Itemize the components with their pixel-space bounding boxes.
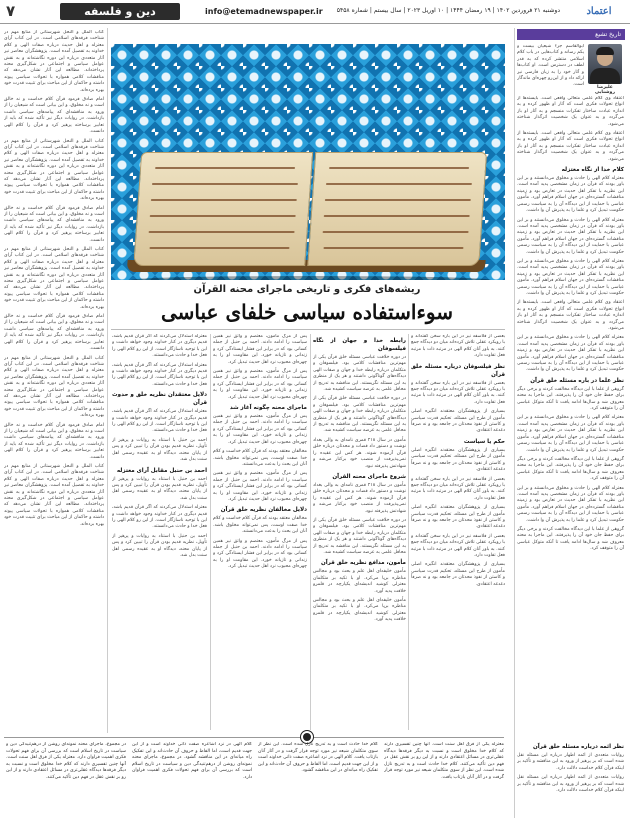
article-title: سوءاستفاده سیاسی خلفای عباسی <box>161 300 453 324</box>
article-column-3: پس از مرگ مأمون، معتصم و واثق نیز همین سیاست را ادامه دادند. احمد بن حنبل از جمله کسانی بود که در برابر این فشار ایستادگی کرد و زندانی و تازیانه خورد. این مقاومت او را به چهره‌ای محبوب نزد اهل حدیث تبدیل کرد. پس از مرگ مأمون، معتصم و واثق نیز همین سیاست را ادامه دادند. احمد بن حنبل از جمله کسانی بود که در برابر این فشار ایستادگی کرد و زندانی و تازیانه خورد. این مقاومت او را به چهره‌ای محبوب نزد اهل حدیث تبدیل کرد. ماجرای محنه چگونه آغاز شد پس از مرگ مأمون، معتصم و واثق نیز همین سیاست را ادامه دادند. احمد بن حنبل از جمله کسانی بود که در برابر این فشار ایستادگی کرد و زندانی و تازیانه خورد. این مقاومت او را به چهره‌ای محبوب نزد اهل حدیث تبدیل کرد. مخالفان معتقد بودند که قرآن کلام خداست و کلام خدا صفت اوست، پس نمی‌تواند مخلوق باشد. آنان این بحث را بدعت می‌دانستند. پس از مرگ مأمون، معتصم و واثق نیز همین سیاست را ادامه دادند. احمد بن حنبل از جمله کسانی بود که در برابر این فشار ایستادگی کرد و زندانی و تازیانه خورد. این مقاومت او را به چهره‌ای محبوب نزد اهل حدیث تبدیل کرد. دلایل مخالفان نظریه خلق قرآن مخالفان معتقد بودند که قرآن کلام خداست و کلام خدا صفت اوست، پس نمی‌تواند مخلوق باشد. آنان این بحث را بدعت می‌دانستند. پس از مرگ مأمون، معتصم و واثق نیز همین سیاست را ادامه دادند. احمد بن حنبل از جمله کسانی بود که در برابر این فشار ایستادگی کرد و زندانی و تازیانه خورد. این مقاومت او را به چهره‌ای محبوب نزد اهل حدیث تبدیل کرد. <box>213 334 307 570</box>
article-subheading: دلایل مخالفان نظریه خلق قرآن <box>220 507 307 514</box>
article-column-1: بعضی از فلاسفه نیز در این باره سخن گفته‌اند و با رویکرد عقلی تلاش کرده‌اند میان دو دیدگاه جمع کنند. به باور آنان کلام الهی در مرتبه ذات با مرتبه فعل تفاوت دارد. نظر فیلسوفان درباره مسئله خلق قرآن بعضی از فلاسفه نیز در این باره سخن گفته‌اند و با رویکرد عقلی تلاش کرده‌اند میان دو دیدگاه جمع کنند. به باور آنان کلام الهی در مرتبه ذات با مرتبه فعل تفاوت دارد. بسیاری از پژوهشگران معتقدند انگیزه اصلی مأمون از طرح این مسئله، تحکیم قدرت سیاسی و کاستن از نفوذ محدثان در جامعه بود و نه صرفاً دغدغه اعتقادی. حکم یا سیاست بسیاری از پژوهشگران معتقدند انگیزه اصلی مأمون از طرح این مسئله، تحکیم قدرت سیاسی و کاستن از نفوذ محدثان در جامعه بود و نه صرفاً دغدغه اعتقادی. بعضی از فلاسفه نیز در این باره سخن گفته‌اند و با رویکرد عقلی تلاش کرده‌اند میان دو دیدگاه جمع کنند. به باور آنان کلام الهی در مرتبه ذات با مرتبه فعل تفاوت دارد. بسیاری از پژوهشگران معتقدند انگیزه اصلی مأمون از طرح این مسئله، تحکیم قدرت سیاسی و کاستن از نفوذ محدثان در جامعه بود و نه صرفاً دغدغه اعتقادی. بعضی از فلاسفه نیز در این باره سخن گفته‌اند و با رویکرد عقلی تلاش کرده‌اند میان دو دیدگاه جمع کنند. به باور آنان کلام الهی در مرتبه ذات با مرتبه فعل تفاوت دارد. بسیاری از پژوهشگران معتقدند انگیزه اصلی مأمون از طرح این مسئله، تحکیم قدرت سیاسی و کاستن از نفوذ محدثان در جامعه بود و نه صرفاً دغدغه اعتقادی. <box>411 334 505 587</box>
article-subheading: مأمون، مدافع نظریه خلق قرآن <box>320 560 406 567</box>
sidebar-column: اعتقاد وی کلام علمی متعالی واقعی است. بایسته‌ها از انواع تحولات فکری است که آثار او ظهور کرده و به اندازه عبادت ساختار تفکرات منسجم و به آثار او باز می‌گردد و به عنوان یک شخصیت اثرگذار شناخته می‌شود. اعتقاد وی کلام علمی متعالی واقعی است. بایسته‌ها از انواع تحولات فکری است که آثار او ظهور کرده و به اندازه عبادت ساختار تفکرات منسجم و به آثار او باز می‌گردد و به عنوان یک شخصیت اثرگذار شناخته می‌شود. کلام خدا از نگاه معتزله معتزله کلام الهی را حادث و مخلوق می‌دانستند و بر این باور بودند که قرآن در زمان مشخصی پدید آمده است. این نظریه با تفکر اهل حدیث در تعارض بود و زمینه مناقشات گسترده‌ای در جهان اسلام فراهم آورد. مأمون عباسی با حمایت از این دیدگاه آن را به سیاست رسمی حکومت تبدیل کرد و علما را به پذیرش آن وا داشت. معتزله کلام الهی را حادث و مخلوق می‌دانستند و بر این باور بودند که قرآن در زمان مشخصی پدید آمده است. این نظریه با تفکر اهل حدیث در تعارض بود و زمینه مناقشات گسترده‌ای در جهان اسلام فراهم آورد. مأمون عباسی با حمایت از این دیدگاه آن را به سیاست رسمی حکومت تبدیل کرد و علما را به پذیرش آن وا داشت. معتزله کلام الهی را حادث و مخلوق می‌دانستند و بر این باور بودند که قرآن در زمان مشخصی پدید آمده است. این نظریه با تفکر اهل حدیث در تعارض بود و زمینه مناقشات گسترده‌ای در جهان اسلام فراهم آورد. مأمون عباسی با حمایت از این دیدگاه آن را به سیاست رسمی حکومت تبدیل کرد و علما را به پذیرش آن وا داشت. اعتقاد وی کلام علمی متعالی واقعی است. بایسته‌ها از انواع تحولات فکری است که آثار او ظهور کرده و به اندازه عبادت ساختار تفکرات منسجم و به آثار او باز می‌گردد و به عنوان یک شخصیت اثرگذار شناخته می‌شود. معتزله کلام الهی را حادث و مخلوق می‌دانستند و بر این باور بودند که قرآن در زمان مشخصی پدید آمده است. این نظریه با تفکر اهل حدیث در تعارض بود و زمینه مناقشات گسترده‌ای در جهان اسلام فراهم آورد. مأمون عباسی با حمایت از این دیدگاه آن را به سیاست رسمی حکومت تبدیل کرد و علما را به پذیرش آن وا داشت. نظر علما در باره مسئله خلق قرآن گروهی از علما با این دیدگاه مخالفت کردند و برخی دیگر برای حفظ جان خود آن را پذیرفتند. این ماجرا به محنه معروف شد و سال‌ها ادامه یافت تا آنکه متوکل عباسی آن را متوقف کرد. معتزله کلام الهی را حادث و مخلوق می‌دانستند و بر این باور بودند که قرآن در زمان مشخصی پدید آمده است. این نظریه با تفکر اهل حدیث در تعارض بود و زمینه مناقشات گسترده‌ای در جهان اسلام فراهم آورد. مأمون عباسی با حمایت از این دیدگاه آن را به سیاست رسمی حکومت تبدیل کرد و علما را به پذیرش آن وا داشت. گروهی از علما با این دیدگاه مخالفت کردند و برخی دیگر برای حفظ جان خود آن را پذیرفتند. این ماجرا به محنه معروف شد و سال‌ها ادامه یافت تا آنکه متوکل عباسی آن را متوقف کرد. معتزله کلام الهی را حادث و مخلوق می‌دانستند و بر این باور بودند که قرآن در زمان مشخصی پدید آمده است. این نظریه با تفکر اهل حدیث در تعارض بود و زمینه مناقشات گسترده‌ای در جهان اسلام فراهم آورد. مأمون عباسی با حمایت از این دیدگاه آن را به سیاست رسمی حکومت تبدیل کرد و علما را به پذیرش آن وا داشت. گروهی از علما با این دیدگاه مخالفت کردند و برخی دیگر برای حفظ جان خود آن را پذیرفتند. این ماجرا به محنه معروف شد و سال‌ها ادامه یافت تا آنکه متوکل عباسی آن را متوقف کرد. <box>517 96 624 552</box>
author-photo <box>588 44 622 84</box>
page-number: ۷ <box>6 2 16 20</box>
sidebar-bottom: نظر ائمه درباره مسئله خلق قرآن روایات متعددی از ائمه اطهار درباره این مسئله نقل شده است که بر پرهیز از ورود به این مناقشه و تأکید بر اینکه قرآن کلام خداست دلالت دارد. روایات متعددی از ائمه اطهار درباره این مسئله نقل شده است که بر پرهیز از ورود به این مناقشه و تأکید بر اینکه قرآن کلام خداست دلالت دارد. <box>517 744 624 794</box>
article-subheading: احمد بن حنبل مقابل آرای معتزله <box>116 467 207 474</box>
footnote-2: کلام خدا حادث است و به تدریج نازل شده است. این نظر از سوی متکلمان شیعه نیز مورد توجه قرار گرفت و در آثار آنان بازتاب یافت. کلام الهی در نزد اشاعره صفت ذاتی خداوند است و از این جهت قدیم است، اما الفاظ و حروف آن حادث‌اند و این تفکیک راه میانه‌ای در این مناقشه گشود. <box>258 742 378 774</box>
article-subheading: رابطه خدا و جهان از نگاه فیلسوفان <box>313 338 406 352</box>
article-subtitle: ریشه‌های فکری و تاریخی ماجرای محنه القرآن <box>193 284 421 295</box>
dateline: دوشنبه ۲۱ فروردین ۱۴۰۲ | ۱۹ رمضان ۱۴۴۴ | ۱۰ آوریل ۲۰۲۳ | سال بیستم | شماره ۵۴۵۸ <box>336 7 560 14</box>
sidebar-heading: نظر علما در باره مسئله خلق قرآن <box>530 377 624 384</box>
email-address: info@etemadnewspaper.ir <box>205 7 323 16</box>
article-subheading: ماجرای محنه چگونه آغاز شد <box>229 405 307 412</box>
article-subheading: شروع ماجرای محنه القرآن <box>332 473 406 480</box>
column-tag: تاریخ تشیع <box>517 29 625 40</box>
footnote-3: کلام الهی در نزد اشاعره صفت ذاتی خداوند است و از این جهت قدیم است، اما الفاظ و حروف آن حادث‌اند و این تفکیک راه میانه‌ای در این مناقشه گشود. در مجموع، ماجرای محنه نمونه‌ای روشن از درهم‌تنیدگی دین و سیاست در تاریخ اسلام است که بررسی آن برای فهم تحولات فکری اهمیت فراوان دارد. <box>132 742 252 780</box>
left-column: کتاب الملل و النحل شهرستانی از منابع مهم در شناخت فرقه‌های اسلامی است. در این کتاب آرای معتزله و اهل حدیث درباره صفات الهی و کلام خداوند به تفصیل آمده است. پژوهشگران معاصر نیز آثار متعددی درباره این دوره نگاشته‌اند و به نقش عوامل سیاسی و اجتماعی در شکل‌گیری محنه پرداخته‌اند. مطالعه این آثار نشان می‌دهد که مناقشات کلامی همواره با تحولات سیاسی پیوند داشته و حاکمان از این مباحث برای تثبیت قدرت خود بهره برده‌اند. امام صادق فرمود قرآن کلام خداست و نه خالق است و نه مخلوق، و این بیانی است که شیعیان را از ورود به مناقشه‌ای که پیامدهای سیاسی داشت بازداشت. در روایات دیگر نیز تأکید شده که باید از تعابیر برساخته پرهیز کرد و قرآن را کلام الهی دانست. کتاب الملل و النحل شهرستانی از منابع مهم در شناخت فرقه‌های اسلامی است. در این کتاب آرای معتزله و اهل حدیث درباره صفات الهی و کلام خداوند به تفصیل آمده است. پژوهشگران معاصر نیز آثار متعددی درباره این دوره نگاشته‌اند و به نقش عوامل سیاسی و اجتماعی در شکل‌گیری محنه پرداخته‌اند. مطالعه این آثار نشان می‌دهد که مناقشات کلامی همواره با تحولات سیاسی پیوند داشته و حاکمان از این مباحث برای تثبیت قدرت خود بهره برده‌اند. امام صادق فرمود قرآن کلام خداست و نه خالق است و نه مخلوق، و این بیانی است که شیعیان را از ورود به مناقشه‌ای که پیامدهای سیاسی داشت بازداشت. در روایات دیگر نیز تأکید شده که باید از تعابیر برساخته پرهیز کرد و قرآن را کلام الهی دانست. کتاب الملل و النحل شهرستانی از منابع مهم در شناخت فرقه‌های اسلامی است. در این کتاب آرای معتزله و اهل حدیث درباره صفات الهی و کلام خداوند به تفصیل آمده است. پژوهشگران معاصر نیز آثار متعددی درباره این دوره نگاشته‌اند و به نقش عوامل سیاسی و اجتماعی در شکل‌گیری محنه پرداخته‌اند. مطالعه این آثار نشان می‌دهد که مناقشات کلامی همواره با تحولات سیاسی پیوند داشته و حاکمان از این مباحث برای تثبیت قدرت خود بهره برده‌اند. امام صادق فرمود قرآن کلام خداست و نه خالق است و نه مخلوق، و این بیانی است که شیعیان را از ورود به مناقشه‌ای که پیامدهای سیاسی داشت بازداشت. در روایات دیگر نیز تأکید شده که باید از تعابیر برساخته پرهیز کرد و قرآن را کلام الهی دانست. کتاب الملل و النحل شهرستانی از منابع مهم در شناخت فرقه‌های اسلامی است. در این کتاب آرای معتزله و اهل حدیث درباره صفات الهی و کلام خداوند به تفصیل آمده است. پژوهشگران معاصر نیز آثار متعددی درباره این دوره نگاشته‌اند و به نقش عوامل سیاسی و اجتماعی در شکل‌گیری محنه پرداخته‌اند. مطالعه این آثار نشان می‌دهد که مناقشات کلامی همواره با تحولات سیاسی پیوند داشته و حاکمان از این مباحث برای تثبیت قدرت خود بهره برده‌اند. امام صادق فرمود قرآن کلام خداست و نه خالق است و نه مخلوق، و این بیانی است که شیعیان را از ورود به مناقشه‌ای که پیامدهای سیاسی داشت بازداشت. در روایات دیگر نیز تأکید شده که باید از تعابیر برساخته پرهیز کرد و قرآن را کلام الهی دانست. کتاب الملل و النحل شهرستانی از منابع مهم در شناخت فرقه‌های اسلامی است. در این کتاب آرای معتزله و اهل حدیث درباره صفات الهی و کلام خداوند به تفصیل آمده است. پژوهشگران معاصر نیز آثار متعددی درباره این دوره نگاشته‌اند و به نقش عوامل سیاسی و اجتماعی در شکل‌گیری محنه پرداخته‌اند. مطالعه این آثار نشان می‌دهد که مناقشات کلامی همواره با تحولات سیاسی پیوند داشته و حاکمان از این مباحث برای تثبیت قدرت خود بهره برده‌اند. <box>4 30 104 527</box>
footnote-1: معتزله یکی از فرق اهل سنت است. آنها چنین تفسیری دارند که کلام خدا مخلوق است و نسبت به دیگر فرقه‌ها دیدگاه عقلی‌تری در مسائل اعتقادی دارند و از این رو بر نقش عقل در فهم دین تأکید می‌کنند. کلام خدا حادث است و به تدریج نازل شده است. این نظر از سوی متکلمان شیعه نیز مورد توجه قرار گرفت و در آثار آنان بازتاب یافت. <box>384 742 504 780</box>
page-header <box>0 0 630 24</box>
article-column-2: رابطه خدا و جهان از نگاه فیلسوفان در دوره خلافت عباسی مسئله خلق قرآن یکی از مهم‌ترین مناقشات کلامی بود. فیلسوفان و متکلمان درباره رابطه خدا و جهان و صفات الهی دیدگاه‌های گوناگونی داشتند و هر یک از منظری به این مسئله نگریستند. این مناقشه به تدریج از محافل علمی به عرصه سیاست کشیده شد. در دوره خلافت عباسی مسئله خلق قرآن یکی از مهم‌ترین مناقشات کلامی بود. فیلسوفان و متکلمان درباره رابطه خدا و جهان و صفات الهی دیدگاه‌های گوناگونی داشتند و هر یک از منظری به این مسئله نگریستند. این مناقشه به تدریج از محافل علمی به عرصه سیاست کشیده شد. مأمون در سال ۲۱۸ قمری نامه‌ای به والی بغداد نوشت و دستور داد قضات و محدثان درباره خلق قرآن آزموده شوند. هر کس این عقیده را نمی‌پذیرفت از منصب خود برکنار می‌شد و شهادتش پذیرفته نبود. شروع ماجرای محنه القرآن مأمون در سال ۲۱۸ قمری نامه‌ای به والی بغداد نوشت و دستور داد قضات و محدثان درباره خلق قرآن آزموده شوند. هر کس این عقیده را نمی‌پذیرفت از منصب خود برکنار می‌شد و شهادتش پذیرفته نبود. در دوره خلافت عباسی مسئله خلق قرآن یکی از مهم‌ترین مناقشات کلامی بود. فیلسوفان و متکلمان درباره رابطه خدا و جهان و صفات الهی دیدگاه‌های گوناگونی داشتند و هر یک از منظری به این مسئله نگریستند. این مناقشه به تدریج از محافل علمی به عرصه سیاست کشیده شد. مأمون، مدافع نظریه خلق قرآن مأمون خلیفه‌ای اهل علم و بحث بود و مجالس مناظره برپا می‌کرد. او با تکیه بر متکلمان معتزلی کوشید اندیشه‌ای یکپارچه در قلمرو خلافت پدید آورد. مأمون خلیفه‌ای اهل علم و بحث بود و مجالس مناظره برپا می‌کرد. او با تکیه بر متکلمان معتزلی کوشید اندیشه‌ای یکپارچه در قلمرو خلافت پدید آورد. <box>313 338 406 623</box>
article-subheading: دلایل معتقدان نظریه خلق و حدوث قرآن <box>112 392 207 407</box>
sidebar-heading: کلام خدا از نگاه معتزله <box>561 167 624 174</box>
sidebar-heading: نظر ائمه درباره مسئله خلق قرآن <box>532 744 624 750</box>
article-subheading: نظر فیلسوفان درباره مسئله خلق قرآن <box>411 363 505 378</box>
author-name: علیرضا روشنایی <box>595 85 615 95</box>
article-column-4: معتزله استدلال می‌کردند که اگر قرآن قدیم باشد، قدیم دیگری در کنار خداوند وجود خواهد داشت و این با توحید ناسازگار است. از این رو کلام الهی را فعل خدا و حادث می‌دانستند. معتزله استدلال می‌کردند که اگر قرآن قدیم باشد، قدیم دیگری در کنار خداوند وجود خواهد داشت و این با توحید ناسازگار است. از این رو کلام الهی را فعل خدا و حادث می‌دانستند. دلایل معتقدان نظریه خلق و حدوث قرآن معتزله استدلال می‌کردند که اگر قرآن قدیم باشد، قدیم دیگری در کنار خداوند وجود خواهد داشت و این با توحید ناسازگار است. از این رو کلام الهی را فعل خدا و حادث می‌دانستند. احمد بن حنبل با استناد به روایات و پرهیز از تأویل، نظریه قدیم بودن قرآن را تبیین کرد و پس از پایان محنه، دیدگاه او به عقیده رسمی اهل سنت بدل شد. احمد بن حنبل مقابل آرای معتزله احمد بن حنبل با استناد به روایات و پرهیز از تأویل، نظریه قدیم بودن قرآن را تبیین کرد و پس از پایان محنه، دیدگاه او به عقیده رسمی اهل سنت بدل شد. معتزله استدلال می‌کردند که اگر قرآن قدیم باشد، قدیم دیگری در کنار خداوند وجود خواهد داشت و این با توحید ناسازگار است. از این رو کلام الهی را فعل خدا و حادث می‌دانستند. احمد بن حنبل با استناد به روایات و پرهیز از تأویل، نظریه قدیم بودن قرآن را تبیین کرد و پس از پایان محنه، دیدگاه او به عقیده رسمی اهل سنت بدل شد. <box>112 334 207 558</box>
section-label: دین و فلسفه <box>60 3 180 20</box>
newspaper-logo: اعتماد <box>586 6 612 17</box>
quran-manuscript-photo <box>111 44 505 280</box>
sidebar-intro: ابوالقاسم جزء شیعیان بیست و یکم رسانه و کتاب‌هایی در باب کلام اسلامی منتشر کرده که به قدر لطف در دسترس است. او کتاب‌ها و آثار خود را به زبان فارسی نیز ارائه داد و از این‌رو چهره‌ای ماندگار است. <box>517 44 584 88</box>
article-subheading: حکم یا سیاست <box>463 438 505 445</box>
footnote-4: در مجموع، ماجرای محنه نمونه‌ای روشن از درهم‌تنیدگی دین و سیاست در تاریخ اسلام است که بررسی آن برای فهم تحولات فکری اهمیت فراوان دارد. معتزله یکی از فرق اهل سنت است. آنها چنین تفسیری دارند که کلام خدا مخلوق است و نسبت به دیگر فرقه‌ها دیدگاه عقلی‌تری در مسائل اعتقادی دارند و از این رو بر نقش عقل در فهم دین تأکید می‌کنند. <box>6 742 126 780</box>
